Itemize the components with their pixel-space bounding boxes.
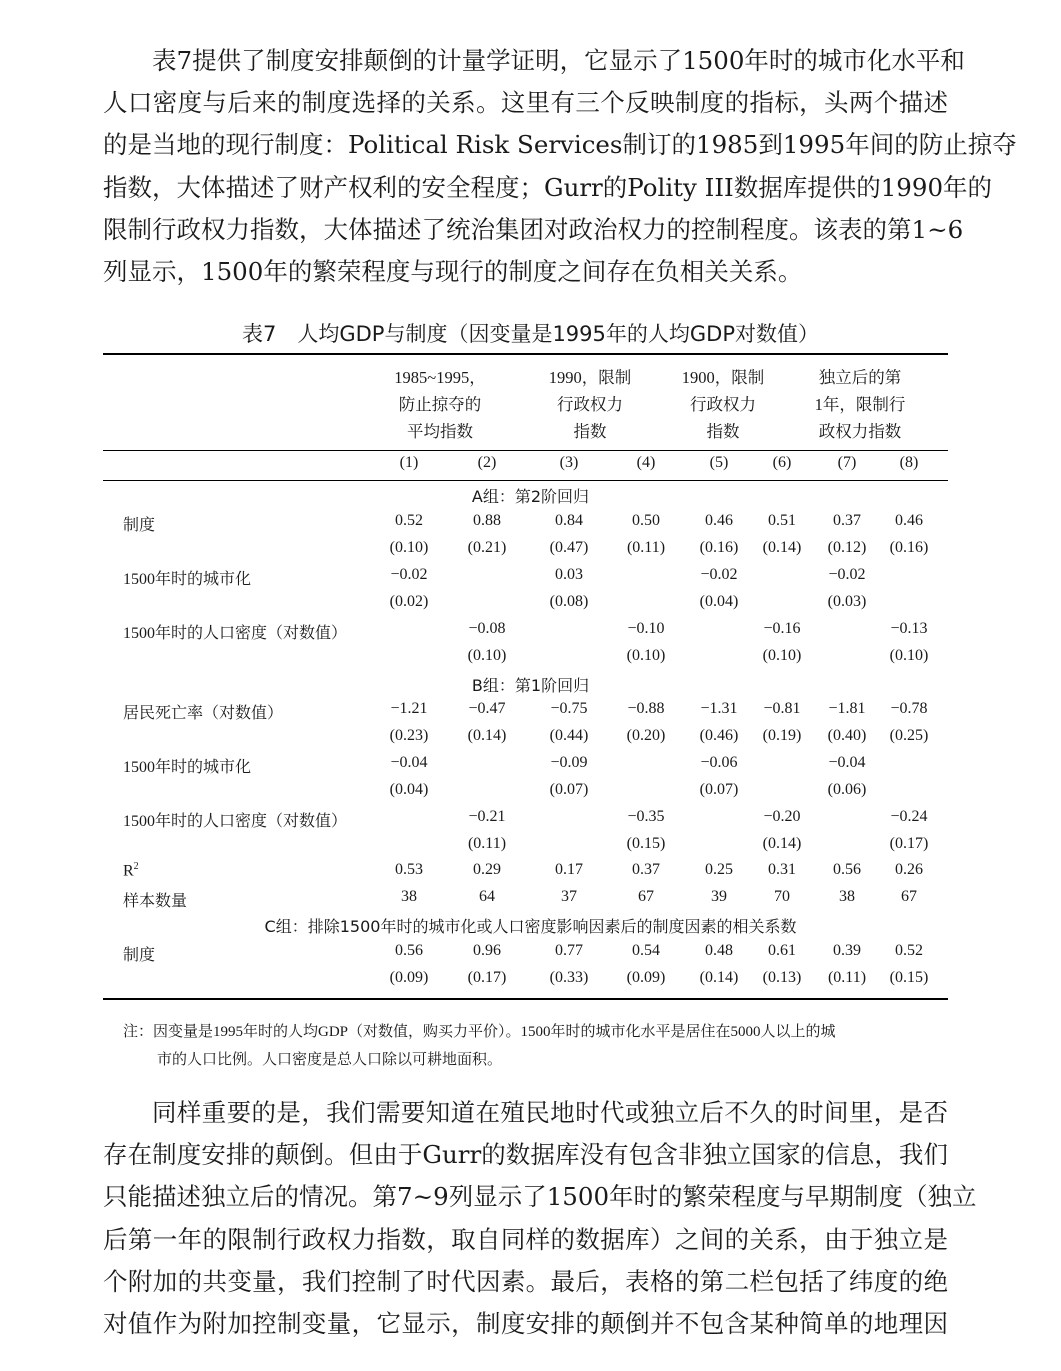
- table-cell: (0.33): [549, 969, 589, 986]
- row-label: [123, 888, 187, 911]
- note-line: 注：因变量是1995年时的人均GDP（对数值，购买力平价）。1500年时的城市化水平是居住在5000人以上的城: [123, 1024, 836, 1040]
- text-line: 只能描述独立后的情况。第7~9列显示了1500年时的繁荣程度与早期制度（独立: [103, 1182, 977, 1212]
- table-cell: −0.47: [468, 700, 506, 717]
- column-group-header: 平均指数: [407, 422, 473, 441]
- table-cell: −0.78: [890, 700, 928, 717]
- table-cell: 0.37: [833, 512, 861, 529]
- column-number: (2): [477, 454, 497, 471]
- table-cell: (0.13): [762, 969, 802, 986]
- body-paragraph: [103, 1092, 977, 1345]
- table-cell: 0.17: [555, 861, 583, 878]
- table-cell: (0.11): [827, 969, 867, 986]
- table-cell: (0.04): [389, 781, 429, 798]
- row-label: [123, 808, 347, 831]
- table-cell: 0.53: [395, 861, 423, 878]
- table-cell: 38: [401, 888, 417, 905]
- column-number: (3): [559, 454, 579, 471]
- table-cell: (0.10): [467, 647, 507, 664]
- table-cell: −0.35: [627, 808, 665, 825]
- table-cell: 67: [901, 888, 917, 905]
- table-cell: 0.48: [705, 942, 733, 959]
- table-cell: −1.81: [828, 700, 866, 717]
- table-cell: −0.04: [390, 754, 428, 771]
- table-cell: 39: [711, 888, 727, 905]
- row-label: [123, 861, 139, 880]
- table-cell: (0.19): [762, 727, 802, 744]
- table-cell: (0.21): [467, 539, 507, 556]
- table-top-rule: [103, 353, 948, 355]
- row-label-text: 居民死亡率（对数值）: [123, 705, 284, 722]
- table-cell: 0.39: [833, 942, 861, 959]
- column-group-header: 1990，限制: [548, 368, 632, 387]
- panel-b-heading: B组：第1阶回归: [471, 676, 590, 695]
- column-group-header: 1年，限制行: [814, 395, 906, 414]
- superscript: 2: [133, 861, 139, 872]
- table-cell: −0.81: [763, 700, 801, 717]
- table-cell: 0.29: [473, 861, 501, 878]
- table-cell: 64: [479, 888, 495, 905]
- table-cell: 37: [561, 888, 577, 905]
- table-cell: 0.56: [395, 942, 423, 959]
- table-cell: (0.17): [467, 969, 507, 986]
- note-line: 市的人口比例。人口密度是总人口除以可耕地面积。: [157, 1052, 503, 1068]
- text-line: 对值作为附加控制变量，它显示，制度安排的颠倒并不包含某种简单的地理因: [103, 1309, 948, 1339]
- table-cell: (0.44): [549, 727, 589, 744]
- row-label: [123, 620, 347, 643]
- table-cell: (0.15): [626, 835, 666, 852]
- table-cell: (0.20): [626, 727, 666, 744]
- table-note: [123, 1018, 948, 1074]
- row-label-text: 制度: [123, 947, 156, 964]
- column-number: (7): [837, 454, 857, 471]
- table-bottom-rule: [103, 998, 948, 1000]
- table-cell: (0.12): [827, 539, 867, 556]
- text-line: 的是当地的现行制度：Political Risk Services制订的1985到1995年间的防止掠夺: [103, 130, 1017, 160]
- table-cell: 70: [774, 888, 790, 905]
- table-cell: (0.46): [699, 727, 739, 744]
- row-label-text: R: [123, 862, 134, 880]
- table-cell: (0.03): [827, 593, 867, 610]
- table-cell: 0.37: [632, 861, 660, 878]
- table-cell: 67: [638, 888, 654, 905]
- row-label-text: 1500年时的人口密度（对数值）: [123, 813, 348, 830]
- table-cell: 0.56: [833, 861, 861, 878]
- table-cell: −0.75: [550, 700, 588, 717]
- table-cell: (0.23): [389, 727, 429, 744]
- row-label-text: 样本数量: [123, 893, 188, 910]
- table-cell: 0.46: [705, 512, 733, 529]
- column-group-header: 独立后的第: [818, 368, 902, 387]
- table-cell: (0.16): [699, 539, 739, 556]
- table-cell: (0.16): [889, 539, 929, 556]
- table-cell: −0.88: [627, 700, 665, 717]
- table-cell: (0.14): [762, 539, 802, 556]
- row-label: [123, 566, 251, 589]
- panel-c-heading: C组：排除1500年时的城市化或人口密度影响因素后的制度因素的相关系数: [264, 917, 797, 936]
- column-group-header: 1900，限制: [681, 368, 765, 387]
- table-cell: −0.20: [763, 808, 801, 825]
- table-cell: 0.03: [555, 566, 583, 583]
- table-cell: −0.09: [550, 754, 588, 771]
- table-cell: (0.10): [889, 647, 929, 664]
- column-group-header: 行政权力: [690, 395, 756, 414]
- row-label: [123, 942, 155, 965]
- table-cell: 0.61: [768, 942, 796, 959]
- table-cell: −0.21: [468, 808, 506, 825]
- row-label: [123, 512, 155, 535]
- text-line: 后第一年的限制行政权力指数，取自同样的数据库）之间的关系，由于独立是: [103, 1224, 948, 1254]
- table-cell: (0.17): [889, 835, 929, 852]
- column-number: (4): [636, 454, 656, 471]
- column-group-header: 防止掠夺的: [398, 395, 482, 414]
- row-label-text: 制度: [123, 517, 156, 534]
- table-cell: 0.46: [895, 512, 923, 529]
- text-line: 限制行政权力指数，大体描述了统治集团对政治权力的控制程度。该表的第1~6: [103, 214, 964, 244]
- row-label-text: 1500年时的城市化: [123, 571, 252, 588]
- table-cell: (0.09): [389, 969, 429, 986]
- table-cell: (0.11): [626, 539, 666, 556]
- column-group-header: 行政权力: [557, 395, 623, 414]
- text-line: 个附加的共变量，我们控制了时代因素。最后，表格的第二栏包括了纬度的绝: [103, 1266, 948, 1296]
- table-cell: 0.31: [768, 861, 796, 878]
- table-cell: (0.07): [549, 781, 589, 798]
- table-cell: (0.11): [467, 835, 507, 852]
- table-cell: −0.06: [700, 754, 738, 771]
- text-line: 同样重要的是，我们需要知道在殖民地时代或独立后不久的时间里，是否: [152, 1098, 948, 1127]
- table-cell: (0.04): [699, 593, 739, 610]
- table-cell: 0.54: [632, 942, 660, 959]
- row-label-text: 1500年时的城市化: [123, 759, 252, 776]
- table-cell: −0.10: [627, 620, 665, 637]
- table-cell: (0.06): [827, 781, 867, 798]
- table-header-rule: [103, 450, 948, 451]
- panel-a-heading: A组：第2阶回归: [471, 487, 590, 506]
- table-cell: −0.02: [700, 566, 738, 583]
- table-cell: (0.40): [827, 727, 867, 744]
- table-cell: 0.26: [895, 861, 923, 878]
- table-cell: −0.16: [763, 620, 801, 637]
- table-cell: 0.50: [632, 512, 660, 529]
- table-cell: 0.77: [555, 942, 583, 959]
- table-cell: (0.14): [699, 969, 739, 986]
- table-cell: 0.51: [768, 512, 796, 529]
- table-cell: 38: [839, 888, 855, 905]
- table-cell: −0.02: [828, 566, 866, 583]
- table-cell: −0.08: [468, 620, 506, 637]
- table-cell: 0.25: [705, 861, 733, 878]
- intro-paragraph: [103, 40, 1017, 293]
- table-cell: (0.47): [549, 539, 589, 556]
- text-line: 人口密度与后来的制度选择的关系。这里有三个反映制度的指标，头两个描述: [103, 88, 948, 118]
- table-cell: −0.13: [890, 620, 928, 637]
- table-cell: −1.31: [700, 700, 738, 717]
- row-label: [123, 754, 251, 777]
- table-cell: (0.10): [626, 647, 666, 664]
- table-cell: 0.52: [395, 512, 423, 529]
- column-group-header: 1985~1995，: [394, 368, 486, 387]
- column-group-header: 政权力指数: [818, 422, 902, 441]
- table-cell: 0.88: [473, 512, 501, 529]
- text-line: 指数，大体描述了财产权利的安全程度；Gurr的Polity III数据库提供的1990年的: [103, 172, 993, 202]
- column-number: (1): [399, 454, 419, 471]
- row-label: [123, 700, 283, 723]
- table-cell: (0.10): [762, 647, 802, 664]
- table-cell: (0.09): [626, 969, 666, 986]
- table-cell: −0.24: [890, 808, 928, 825]
- table-column-number-rule: [103, 480, 948, 481]
- row-label-text: 1500年时的人口密度（对数值）: [123, 625, 348, 642]
- column-number: (8): [899, 454, 919, 471]
- text-line: 存在制度安排的颠倒。但由于Gurr的数据库没有包含非独立国家的信息，我们: [103, 1140, 948, 1170]
- table-cell: −0.02: [390, 566, 428, 583]
- column-number: (5): [709, 454, 729, 471]
- table-cell: (0.10): [389, 539, 429, 556]
- table-cell: 0.52: [895, 942, 923, 959]
- table-cell: (0.25): [889, 727, 929, 744]
- column-number: (6): [772, 454, 792, 471]
- column-group-header: 指数: [573, 422, 607, 441]
- table-cell: (0.14): [467, 727, 507, 744]
- table-cell: −0.04: [828, 754, 866, 771]
- table-cell: 0.84: [555, 512, 583, 529]
- text-line: 表7提供了制度安排颠倒的计量学证明，它显示了1500年时的城市化水平和: [152, 46, 965, 75]
- text-line: 列显示，1500年的繁荣程度与现行的制度之间存在负相关关系。: [103, 257, 803, 287]
- table-cell: (0.14): [762, 835, 802, 852]
- table-cell: 0.96: [473, 942, 501, 959]
- table-cell: (0.08): [549, 593, 589, 610]
- table-cell: −1.21: [390, 700, 428, 717]
- column-group-header: 指数: [706, 422, 740, 441]
- table-cell: (0.02): [389, 593, 429, 610]
- table-caption: 表7 人均GDP与制度（因变量是1995年的人均GDP对数值）: [241, 322, 820, 346]
- table-cell: (0.15): [889, 969, 929, 986]
- table-cell: (0.07): [699, 781, 739, 798]
